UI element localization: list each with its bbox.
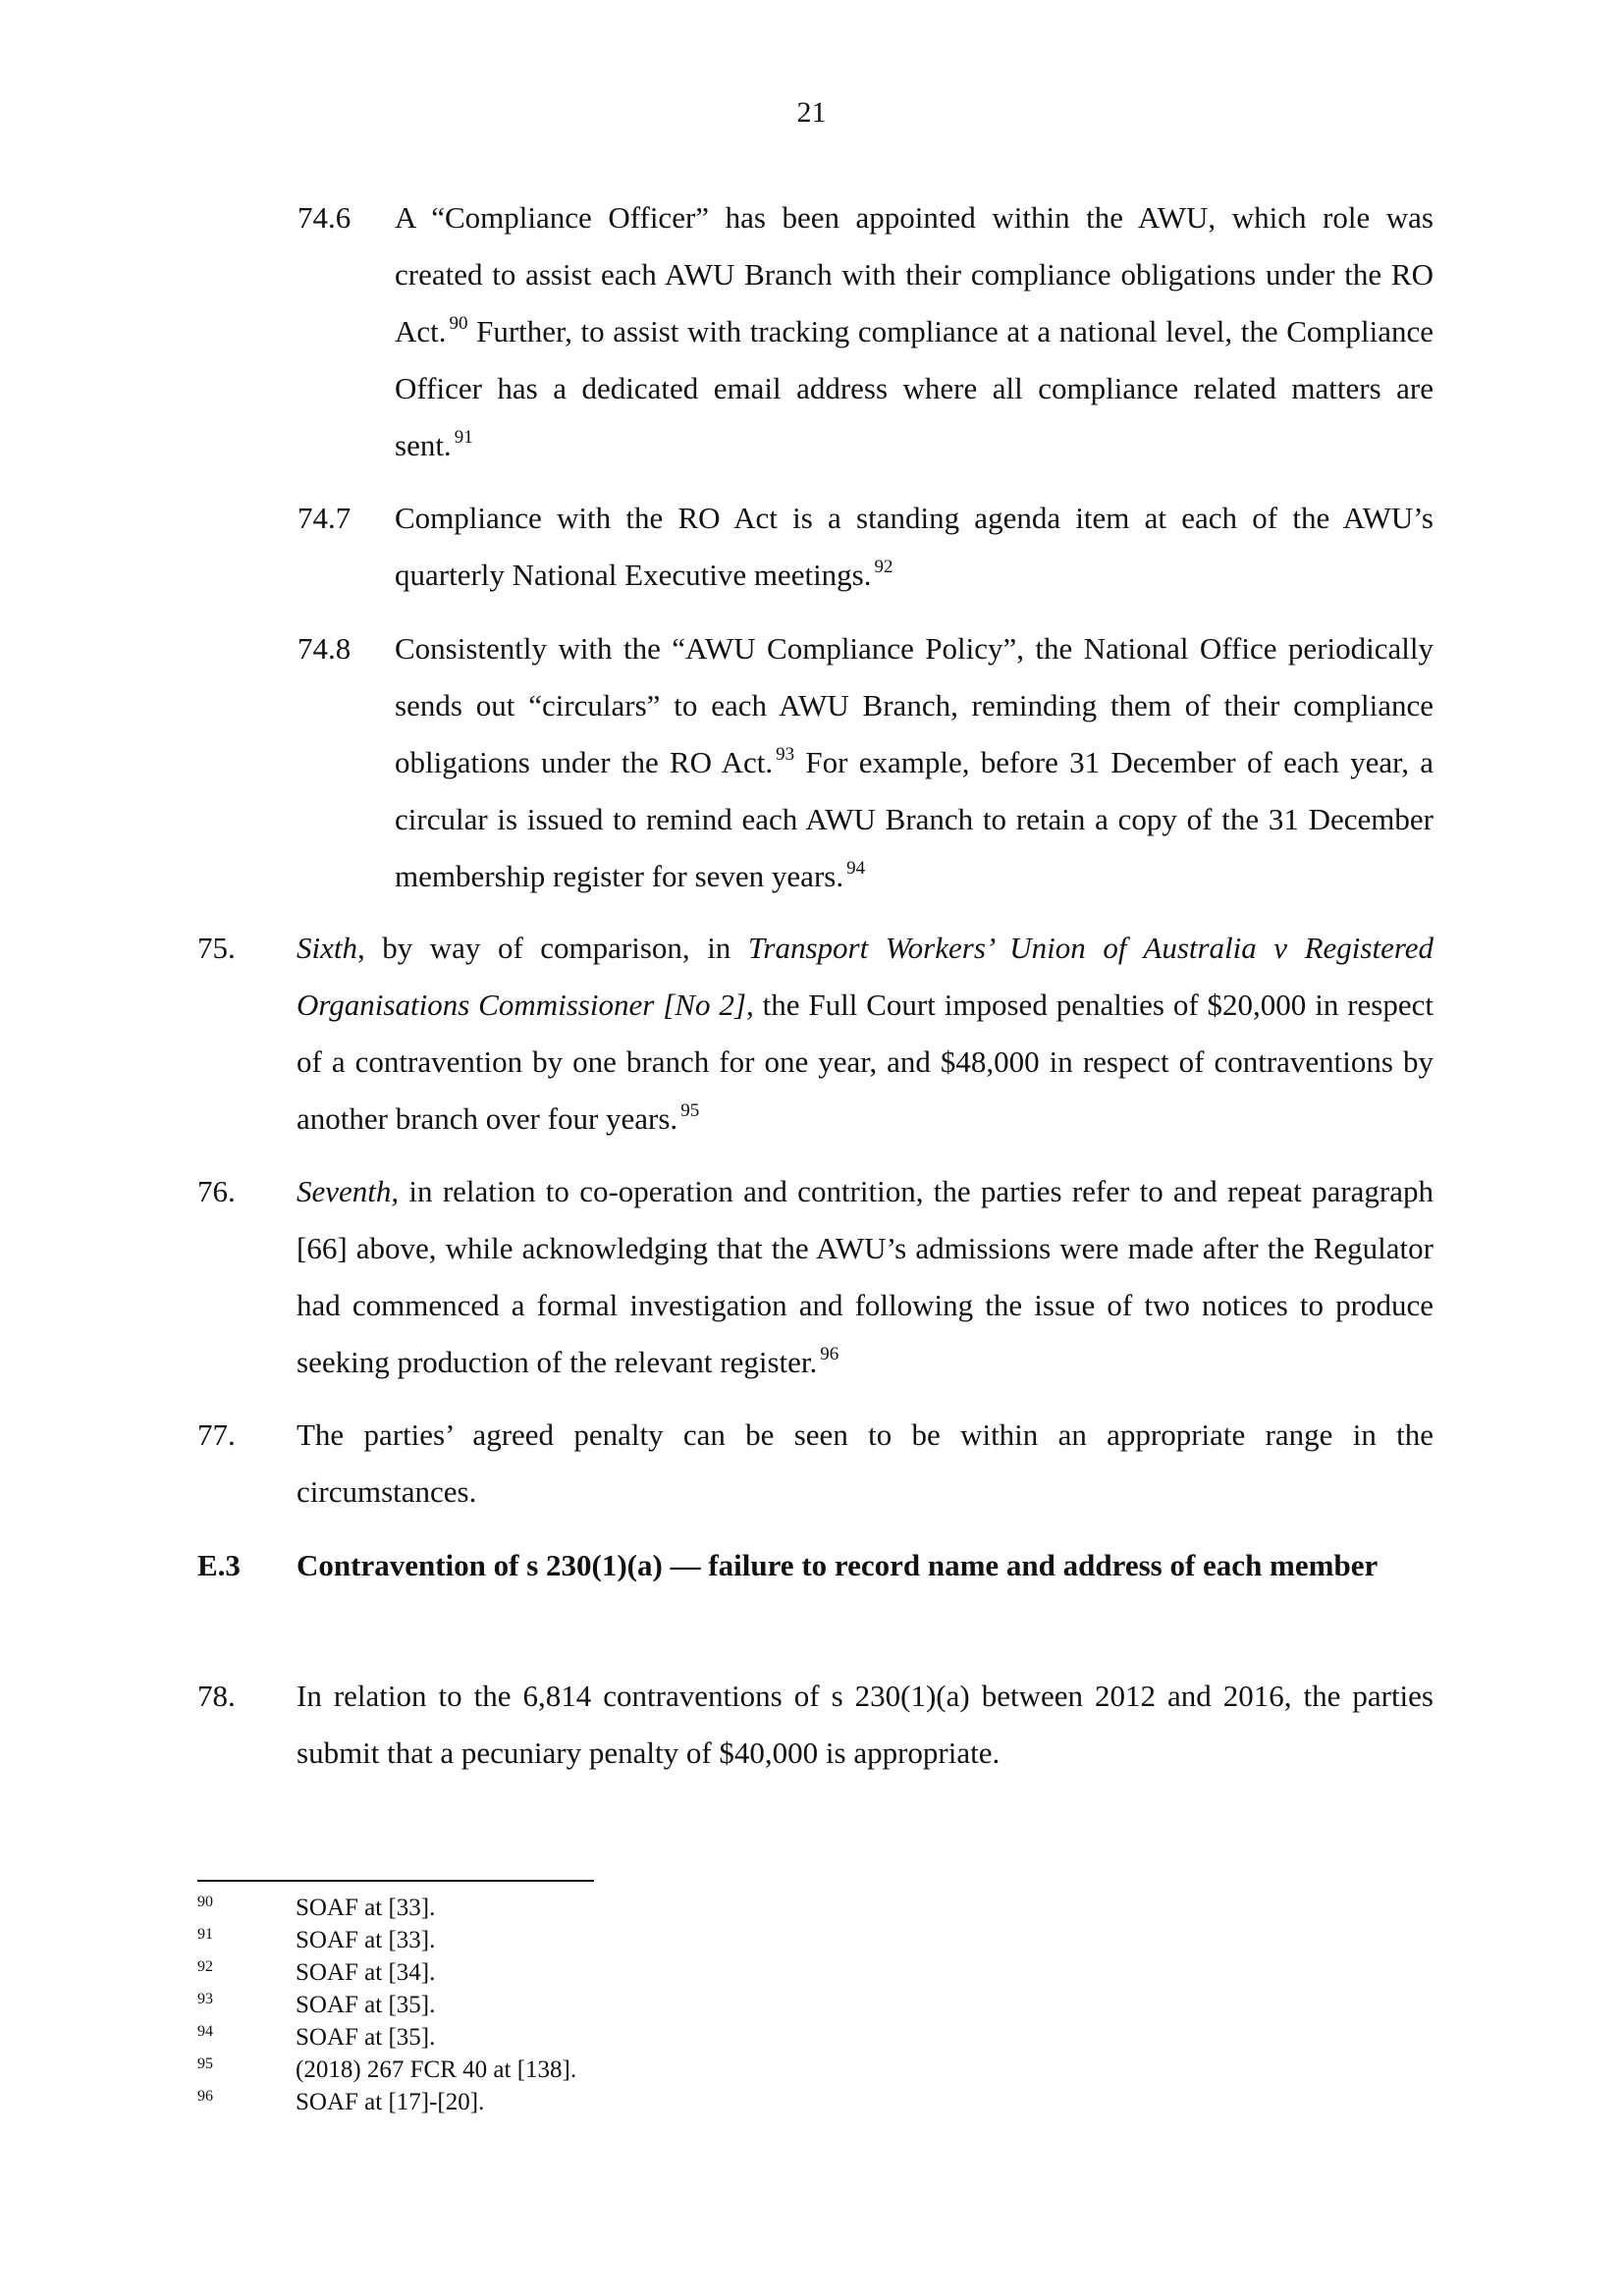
paragraph-text: , by way of comparison, in xyxy=(357,931,748,965)
footnote-text: (2018) 267 FCR 40 at [138]. xyxy=(296,2056,577,2083)
paragraph-number: 77. xyxy=(197,1417,236,1452)
paragraph-text: A “Compliance Officer” has been appointed within the AWU, which role was created to assist each AWU Branch with their compliance obligations under the RO Act. xyxy=(395,200,1434,348)
paragraph-76 xyxy=(297,1163,1434,1391)
paragraph-text: , the Full Court imposed penalties of $20,000 in respect of a contravention by one branch for one year, and $48,000 in respect of contraventions by another branch over four years. xyxy=(297,988,1434,1136)
paragraph-74-8 xyxy=(395,620,1434,905)
paragraph-text: For example, before 31 December of each year, a circular is issued to remind each AWU Branch to retain a copy of the 31 December membership register for seven years. xyxy=(395,745,1434,893)
footnote-number: 96 xyxy=(197,2088,213,2105)
footnote-marker[interactable]: 94 xyxy=(846,858,866,879)
footnote xyxy=(197,1989,983,2021)
footnote-text: SOAF at [35]. xyxy=(296,2024,436,2051)
footnote-marker[interactable]: 95 xyxy=(680,1100,700,1121)
footnote-number: 90 xyxy=(197,1894,213,1910)
footnote-marker[interactable]: 91 xyxy=(454,427,473,448)
footnote-text: SOAF at [35]. xyxy=(296,1992,436,2018)
footnote-marker[interactable]: 96 xyxy=(820,1344,839,1364)
paragraph-number: 78. xyxy=(197,1679,236,1713)
footnote-number: 95 xyxy=(197,2056,213,2072)
footnote-number: 94 xyxy=(197,2023,213,2040)
footnote-number: 91 xyxy=(197,1926,213,1943)
footnote-text: SOAF at [34]. xyxy=(296,1959,436,1986)
footnote-text: SOAF at [17]-[20]. xyxy=(296,2089,485,2115)
footnote xyxy=(197,1924,983,1956)
paragraph-78: In relation to the 6,814 contraventions of s 230(1)(a) between 2012 and 2016, the parties submit that a pecuniary penalty of $40,000 is appropriate. xyxy=(297,1679,1434,1770)
paragraph-lead: Seventh, xyxy=(297,1174,400,1208)
footnote xyxy=(197,2021,983,2054)
paragraph-74-6 xyxy=(395,189,1434,474)
paragraph-text: in relation to co-operation and contrition, the parties refer to and repeat paragraph [66] above, while acknowledging that the AWU’s admissions were made after the Regulator had commenced a formal investigation and following the issue of two notices to produce seeking production of the relevant register. xyxy=(297,1174,1434,1379)
item-number: 74.6 xyxy=(298,200,352,235)
paragraph-75 xyxy=(297,920,1434,1148)
footnote-number: 93 xyxy=(197,1991,213,2007)
footnote xyxy=(197,1892,983,1924)
item-number: 74.8 xyxy=(298,631,352,666)
item-number: 74.7 xyxy=(298,501,352,535)
footnote-separator xyxy=(197,1880,594,1882)
footnote-number: 92 xyxy=(197,1958,213,1975)
footnote-text: SOAF at [33]. xyxy=(296,1895,436,1921)
paragraph-number: 76. xyxy=(197,1174,236,1208)
paragraph-text: Further, to assist with tracking compliance at a national level, the Compliance Officer has a dedicated email address where all compliance related matters are sent. xyxy=(395,314,1434,462)
paragraph-74-7 xyxy=(395,490,1434,604)
footnote-marker[interactable]: 90 xyxy=(449,313,468,334)
paragraph-text: Compliance with the RO Act is a standing agenda item at each of the AWU’s quarterly National Executive meetings. xyxy=(395,501,1434,592)
footnote xyxy=(197,2054,983,2086)
footnote-text: SOAF at [33]. xyxy=(296,1927,436,1953)
page-number: 21 xyxy=(796,96,827,129)
section-heading: Contravention of s 230(1)(a) — failure to record name and address of each member xyxy=(297,1548,1379,1582)
paragraph-number: 75. xyxy=(197,931,236,965)
footnote xyxy=(197,2086,983,2118)
footnote-marker[interactable]: 92 xyxy=(874,557,893,577)
footnote xyxy=(197,1956,983,1989)
paragraph-text: Consistently with the “AWU Compliance Policy”, the National Office periodically sends out “circulars” to each AWU Branch, reminding them of their compliance obligations under the RO Act. xyxy=(395,631,1434,779)
paragraph-77: The parties’ agreed penalty can be seen to be within an appropriate range in the circumstances. xyxy=(297,1417,1434,1509)
footnote-marker[interactable]: 93 xyxy=(776,744,795,765)
paragraph-lead: Sixth xyxy=(297,931,357,965)
case-name: Transport Workers’ Union of Australia v Registered Organisations Commissioner [No 2] xyxy=(297,931,1434,1022)
heading-number: E.3 xyxy=(197,1548,241,1582)
